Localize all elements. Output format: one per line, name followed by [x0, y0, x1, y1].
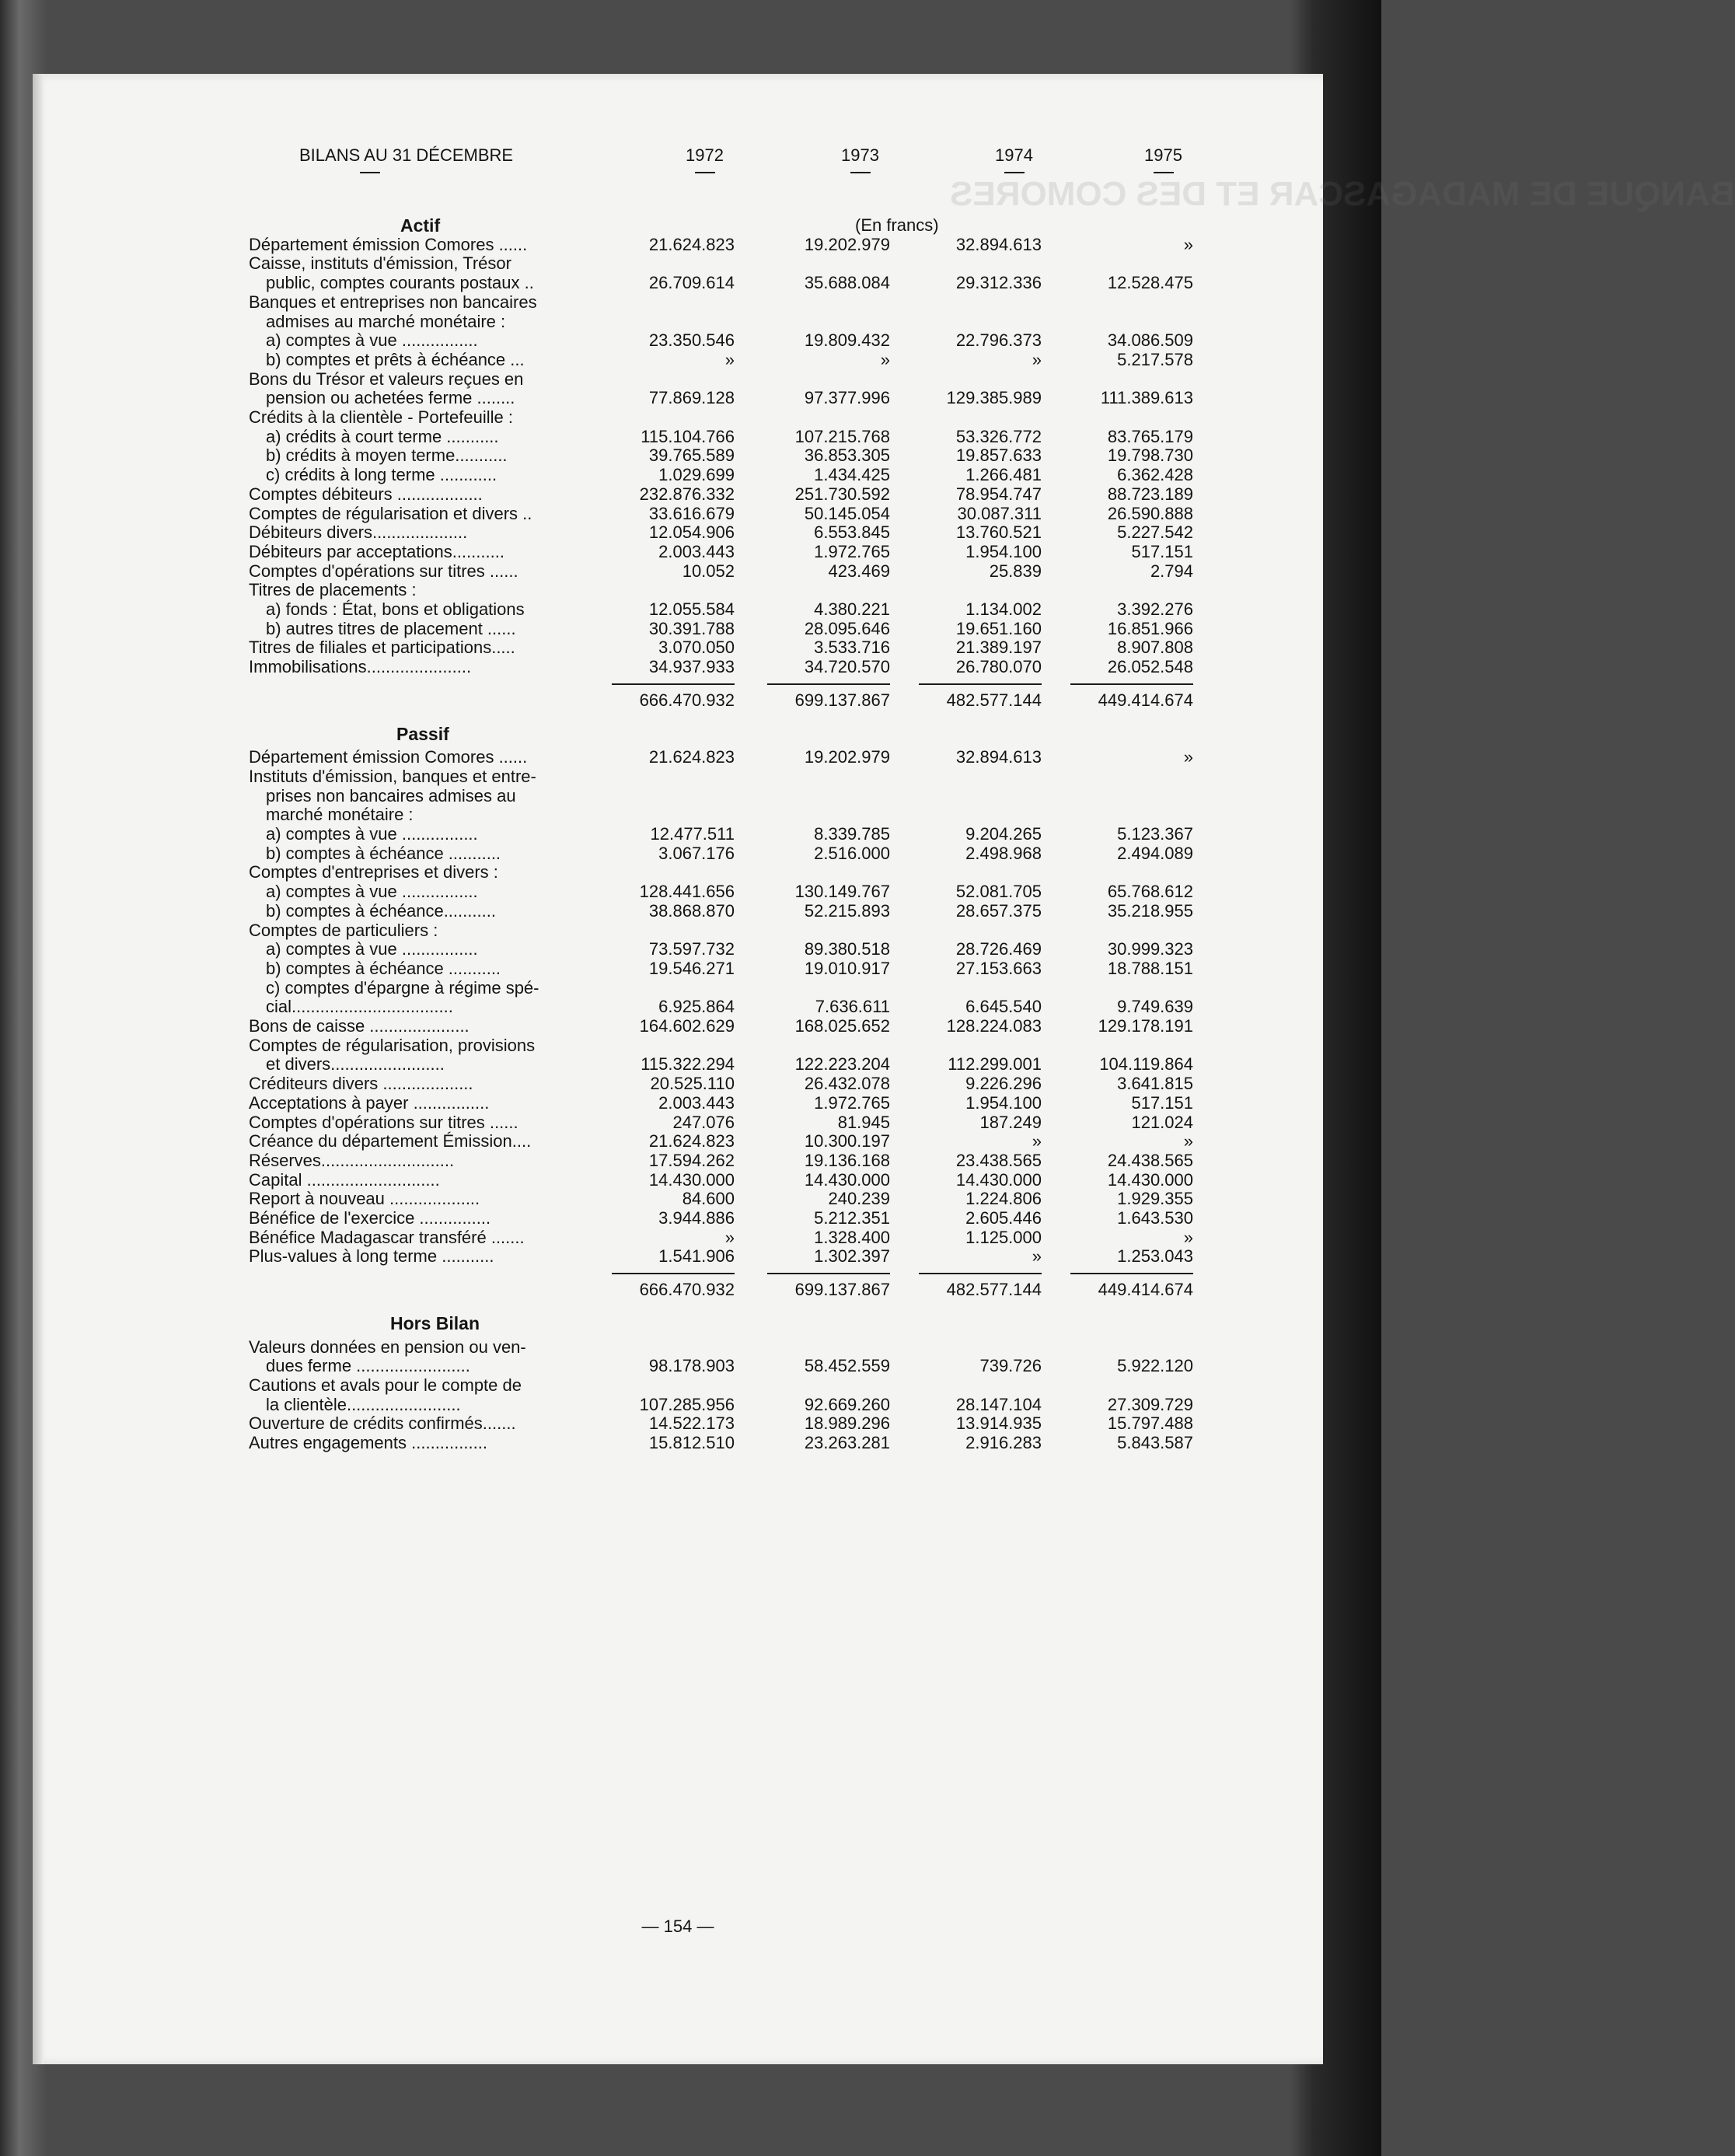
row-label: Instituts d'émission, banques et entre-: [249, 766, 536, 786]
year-1975: 1975: [1144, 145, 1182, 165]
cell-value: 52.081.705: [955, 882, 1042, 902]
row-label: Acceptations à payer ................: [249, 1092, 490, 1113]
row-label: Banques et entreprises non bancaires: [249, 292, 537, 312]
cell-value: 2.003.443: [658, 541, 735, 561]
cell-value: 3.641.815: [1117, 1074, 1193, 1094]
row-label: Créditeurs divers ...................: [249, 1074, 473, 1094]
year-1974: 1974: [995, 145, 1033, 165]
row-label: a) comptes à vue ................: [266, 882, 478, 902]
row-label: b) comptes à échéance ...........: [266, 843, 501, 863]
row-label: b) autres titres de placement ......: [266, 618, 516, 638]
row-label: admises au marché monétaire :: [266, 311, 506, 331]
total-value: 699.137.867: [794, 690, 890, 710]
row-label: Titres de placements :: [249, 580, 417, 600]
cell-value: 5.212.351: [814, 1208, 890, 1228]
cell-value: 15.812.510: [648, 1433, 735, 1452]
total-rule: [1070, 683, 1193, 685]
cell-value: 14.430.000: [804, 1169, 890, 1190]
cell-value: 32.894.613: [955, 234, 1042, 254]
cell-value: 4.380.221: [814, 599, 890, 619]
cell-value: 21.389.197: [955, 638, 1042, 658]
cell-value: 35.688.084: [804, 273, 890, 293]
cell-value: 13.760.521: [955, 522, 1042, 543]
table-title: BILANS AU 31 DÉCEMBRE: [299, 145, 514, 165]
cell-value: 34.937.933: [648, 657, 735, 677]
row-label: Crédits à la clientèle - Portefeuille :: [249, 407, 513, 427]
cell-value: 9.749.639: [1117, 997, 1193, 1017]
cell-value: 17.594.262: [648, 1150, 735, 1170]
total-value: 666.470.932: [639, 1280, 735, 1300]
cell-value: 129.385.989: [946, 388, 1042, 408]
cell-value: 50.145.054: [804, 503, 890, 523]
cell-value: 1.929.355: [1117, 1189, 1193, 1209]
cell-value: 128.441.656: [639, 882, 735, 902]
row-label: prises non bancaires admises au: [266, 785, 516, 805]
cell-value: 3.392.276: [1117, 599, 1193, 619]
cell-value: 24.438.565: [1107, 1150, 1193, 1170]
cell-value: 19.798.730: [1107, 446, 1193, 466]
cell-value: 1.954.100: [965, 541, 1042, 561]
row-label: b) comptes et prêts à échéance ...: [266, 349, 525, 369]
currency-unit: (En francs): [855, 215, 939, 235]
cell-value: 107.215.768: [794, 426, 890, 446]
cell-value: 5.922.120: [1117, 1356, 1193, 1376]
cell-value: 1.643.530: [1117, 1208, 1193, 1228]
cell-value: 14.522.173: [648, 1413, 735, 1434]
balance-sheet: [210, 146, 1244, 2012]
cell-value: 35.218.955: [1107, 900, 1193, 921]
cell-value: 2.605.446: [965, 1208, 1042, 1228]
cell-value: 247.076: [672, 1112, 735, 1132]
cell-value: 89.380.518: [804, 939, 890, 959]
row-label: cial..................................: [266, 997, 453, 1017]
row-label: Plus-values à long terme ...........: [249, 1246, 494, 1267]
cell-value: 6.925.864: [658, 997, 735, 1017]
cell-value: 77.869.128: [648, 388, 735, 408]
cell-value: 19.202.979: [804, 234, 890, 254]
cell-value: 38.868.870: [648, 900, 735, 921]
row-label: Comptes d'opérations sur titres ......: [249, 1112, 518, 1132]
cell-value: 14.430.000: [1107, 1169, 1193, 1190]
cell-value: »: [1032, 1246, 1042, 1267]
row-label: marché monétaire :: [266, 805, 414, 825]
cell-value: 517.151: [1131, 541, 1193, 561]
cell-value: 19.546.271: [648, 958, 735, 978]
row-label: Comptes d'entreprises et divers :: [249, 862, 498, 882]
total-rule: [767, 683, 890, 685]
cell-value: 22.796.373: [955, 330, 1042, 351]
row-label: c) comptes d'épargne à régime spé-: [266, 977, 539, 998]
cell-value: 104.119.864: [1099, 1054, 1193, 1075]
year-1973: 1973: [841, 145, 879, 165]
row-label: Ouverture de crédits confirmés.......: [249, 1413, 516, 1434]
total-value: 449.414.674: [1098, 1280, 1193, 1300]
row-label: b) comptes à échéance ...........: [266, 958, 501, 978]
cell-value: 3.944.886: [658, 1208, 735, 1228]
cell-value: 6.553.845: [814, 522, 890, 543]
row-label: c) crédits à long terme ............: [266, 465, 497, 485]
total-rule: [612, 683, 735, 685]
cell-value: 107.285.956: [639, 1394, 735, 1414]
cell-value: 112.299.001: [948, 1054, 1042, 1075]
row-label: Bons de caisse .....................: [249, 1016, 470, 1036]
cell-value: 2.003.443: [658, 1092, 735, 1113]
cell-value: 65.768.612: [1107, 882, 1193, 902]
total-value: 482.577.144: [946, 690, 1042, 710]
row-label: Débiteurs divers....................: [249, 522, 468, 543]
row-label: a) fonds : État, bons et obligations: [266, 599, 525, 619]
row-label: Département émission Comores ......: [249, 747, 528, 767]
cell-value: 88.723.189: [1107, 484, 1193, 504]
cell-value: 739.726: [979, 1356, 1042, 1376]
cell-value: »: [880, 349, 890, 369]
row-label: Autres engagements ................: [249, 1433, 487, 1452]
row-label: a) comptes à vue ................: [266, 330, 478, 351]
cell-value: 23.350.546: [648, 330, 735, 351]
cell-value: 28.095.646: [804, 618, 890, 638]
cell-value: 26.709.614: [648, 273, 735, 293]
bleed-through-text: BANQUE DE MADAGASCAR ET DES COMORES: [950, 175, 1735, 213]
cell-value: 28.657.375: [955, 900, 1042, 921]
cell-value: 34.720.570: [804, 657, 890, 677]
title-dash: [360, 172, 380, 173]
row-label: Report à nouveau ...................: [249, 1189, 480, 1209]
cell-value: 1.253.043: [1117, 1246, 1193, 1267]
cell-value: 28.726.469: [955, 939, 1042, 959]
cell-value: 28.147.104: [955, 1394, 1042, 1414]
row-label: Titres de filiales et participations.....: [249, 638, 515, 658]
total-value: 482.577.144: [946, 1280, 1042, 1300]
cell-value: 83.765.179: [1107, 426, 1193, 446]
cell-value: 2.516.000: [814, 843, 890, 863]
cell-value: »: [724, 349, 735, 369]
cell-value: 78.954.747: [955, 484, 1042, 504]
row-label: Cautions et avals pour le compte de: [249, 1375, 522, 1395]
section-title-actif: Actif: [400, 215, 441, 236]
cell-value: 19.651.160: [955, 618, 1042, 638]
cell-value: 81.945: [837, 1112, 890, 1132]
row-label: Capital ............................: [249, 1169, 440, 1190]
cell-value: 97.377.996: [804, 388, 890, 408]
cell-value: 25.839: [989, 561, 1042, 581]
cell-value: 20.525.110: [650, 1074, 735, 1094]
cell-value: 14.430.000: [955, 1169, 1042, 1190]
cell-value: 18.788.151: [1107, 958, 1193, 978]
row-label: pension ou achetées ferme ........: [266, 388, 515, 408]
cell-value: 53.326.772: [955, 426, 1042, 446]
cell-value: 98.178.903: [648, 1356, 735, 1376]
cell-value: 19.809.432: [804, 330, 890, 351]
total-rule: [767, 1273, 890, 1274]
row-label: Comptes de particuliers :: [249, 920, 438, 940]
cell-value: 130.149.767: [794, 882, 890, 902]
cell-value: 21.624.823: [648, 1131, 735, 1151]
row-label: Comptes d'opérations sur titres ......: [249, 561, 518, 581]
cell-value: 36.853.305: [804, 446, 890, 466]
cell-value: 30.999.323: [1107, 939, 1193, 959]
year-dash: [1154, 172, 1174, 173]
cell-value: 84.600: [682, 1189, 735, 1209]
cell-value: »: [1183, 1227, 1193, 1247]
cell-value: 2.794: [1150, 561, 1193, 581]
cell-value: 21.624.823: [648, 234, 735, 254]
cell-value: 128.224.083: [946, 1016, 1042, 1036]
row-label: public, comptes courants postaux ..: [266, 273, 534, 293]
cell-value: 115.104.766: [641, 426, 735, 446]
cell-value: 26.590.888: [1107, 503, 1193, 523]
row-label: Bons du Trésor et valeurs reçues en: [249, 369, 524, 389]
cell-value: 164.602.629: [639, 1016, 735, 1036]
cell-value: 7.636.611: [815, 997, 890, 1017]
cell-value: 1.972.765: [814, 541, 890, 561]
page-number: — 154 —: [641, 1917, 714, 1936]
row-label: Réserves............................: [249, 1150, 455, 1170]
cell-value: 9.204.265: [965, 824, 1042, 844]
cell-value: 1.302.397: [814, 1246, 890, 1267]
cell-value: 187.249: [979, 1112, 1042, 1132]
cell-value: 19.136.168: [804, 1150, 890, 1170]
cell-value: 12.477.511: [650, 824, 735, 844]
row-label: Caisse, instituts d'émission, Trésor: [249, 253, 511, 274]
cell-value: 1.029.699: [658, 465, 735, 485]
cell-value: 58.452.559: [804, 1356, 890, 1376]
cell-value: 12.055.584: [648, 599, 735, 619]
cell-value: 3.533.716: [814, 638, 890, 658]
cell-value: 8.907.808: [1117, 638, 1193, 658]
cell-value: »: [724, 1227, 735, 1247]
cell-value: 517.151: [1131, 1092, 1193, 1113]
cell-value: 23.263.281: [804, 1433, 890, 1452]
cell-value: 13.914.935: [955, 1413, 1042, 1434]
year-1972: 1972: [686, 145, 724, 165]
row-label: Département émission Comores ......: [249, 234, 528, 254]
cell-value: 232.876.332: [639, 484, 735, 504]
cell-value: 5.217.578: [1117, 349, 1193, 369]
row-label: b) comptes à échéance...........: [266, 900, 496, 921]
cell-value: 32.894.613: [955, 747, 1042, 767]
cell-value: 1.954.100: [965, 1092, 1042, 1113]
total-rule: [1070, 1273, 1193, 1274]
cell-value: 3.067.176: [658, 843, 735, 863]
total-rule: [919, 683, 1042, 685]
cell-value: 122.223.204: [794, 1054, 890, 1075]
cell-value: 23.438.565: [955, 1150, 1042, 1170]
cell-value: 21.624.823: [648, 747, 735, 767]
cell-value: 1.541.906: [658, 1246, 735, 1267]
cell-value: 2.916.283: [965, 1433, 1042, 1452]
cell-value: 26.780.070: [955, 657, 1042, 677]
cell-value: 1.328.400: [814, 1227, 890, 1247]
cell-value: 27.309.729: [1107, 1394, 1193, 1414]
row-label: la clientèle........................: [266, 1394, 461, 1414]
cell-value: 1.224.806: [965, 1189, 1042, 1209]
cell-value: 168.025.652: [794, 1016, 890, 1036]
cell-value: 14.430.000: [648, 1169, 735, 1190]
cell-value: 26.432.078: [804, 1074, 890, 1094]
cell-value: 1.434.425: [814, 465, 890, 485]
cell-value: 2.498.968: [965, 843, 1042, 863]
cell-value: 30.391.788: [648, 618, 735, 638]
year-dash: [695, 172, 715, 173]
row-label: Comptes de régularisation, provisions: [249, 1035, 536, 1055]
total-value: 449.414.674: [1098, 690, 1193, 710]
row-label: Comptes de régularisation et divers ..: [249, 503, 532, 523]
cell-value: 129.178.191: [1098, 1016, 1193, 1036]
cell-value: »: [1032, 349, 1042, 369]
row-label: a) crédits à court terme ...........: [266, 426, 499, 446]
cell-value: 29.312.336: [955, 273, 1042, 293]
row-label: Bénéfice Madagascar transféré .......: [249, 1227, 525, 1247]
cell-value: 27.153.663: [955, 958, 1042, 978]
cell-value: 2.494.089: [1117, 843, 1193, 863]
row-label: Immobilisations......................: [249, 657, 472, 677]
cell-value: »: [1183, 747, 1193, 767]
total-value: 666.470.932: [639, 690, 735, 710]
row-label: dues ferme ........................: [266, 1356, 470, 1376]
cell-value: 423.469: [828, 561, 890, 581]
cell-value: 19.857.633: [955, 446, 1042, 466]
cell-value: 33.616.679: [648, 503, 735, 523]
cell-value: 12.528.475: [1107, 273, 1193, 293]
row-label: Créance du département Émission....: [249, 1131, 532, 1151]
total-value: 699.137.867: [794, 1280, 890, 1300]
year-dash: [1004, 172, 1025, 173]
cell-value: 240.239: [828, 1189, 890, 1209]
cell-value: »: [1032, 1131, 1042, 1151]
cell-value: 10.300.197: [804, 1131, 890, 1151]
cell-value: 8.339.785: [814, 824, 890, 844]
cell-value: 73.597.732: [648, 939, 735, 959]
cell-value: 251.730.592: [794, 484, 890, 504]
year-dash: [850, 172, 871, 173]
cell-value: 121.024: [1131, 1112, 1193, 1132]
row-label: Bénéfice de l'exercice ...............: [249, 1208, 491, 1228]
cell-value: 1.972.765: [814, 1092, 890, 1113]
row-label: Débiteurs par acceptations...........: [249, 541, 504, 561]
row-label: Valeurs données en pension ou ven-: [249, 1337, 526, 1357]
cell-value: 111.389.613: [1100, 388, 1193, 408]
cell-value: 12.054.906: [648, 522, 735, 543]
cell-value: 30.087.311: [957, 503, 1042, 523]
cell-value: 3.070.050: [658, 638, 735, 658]
cell-value: 92.669.260: [804, 1394, 890, 1414]
cell-value: 5.843.587: [1117, 1433, 1193, 1452]
cell-value: 16.851.966: [1107, 618, 1193, 638]
cell-value: »: [1183, 1131, 1193, 1151]
section-title-passif: Passif: [396, 723, 449, 744]
row-label: et divers........................: [266, 1054, 445, 1075]
row-label: a) comptes à vue ................: [266, 939, 478, 959]
cell-value: 18.989.296: [804, 1413, 890, 1434]
page-edge: [33, 74, 44, 2064]
cell-value: 52.215.893: [804, 900, 890, 921]
cell-value: 34.086.509: [1107, 330, 1193, 351]
cell-value: 19.010.917: [804, 958, 890, 978]
cell-value: 15.797.488: [1107, 1413, 1193, 1434]
total-rule: [612, 1273, 735, 1274]
cell-value: 39.765.589: [648, 446, 735, 466]
cell-value: 26.052.548: [1107, 657, 1193, 677]
cell-value: 5.227.542: [1117, 522, 1193, 543]
cell-value: 5.123.367: [1117, 824, 1193, 844]
cell-value: 6.362.428: [1117, 465, 1193, 485]
cell-value: 115.322.294: [641, 1054, 735, 1075]
cell-value: 6.645.540: [965, 997, 1042, 1017]
row-label: b) crédits à moyen terme...........: [266, 446, 508, 466]
row-label: Comptes débiteurs ..................: [249, 484, 483, 504]
cell-value: »: [1183, 234, 1193, 254]
row-label: a) comptes à vue ................: [266, 824, 478, 844]
total-rule: [919, 1273, 1042, 1274]
cell-value: 1.134.002: [965, 599, 1042, 619]
section-title-hors-bilan: Hors Bilan: [390, 1312, 480, 1333]
cell-value: 1.125.000: [965, 1227, 1042, 1247]
cell-value: 1.266.481: [965, 465, 1042, 485]
cell-value: 10.052: [682, 561, 735, 581]
cell-value: 9.226.296: [965, 1074, 1042, 1094]
cell-value: 19.202.979: [804, 747, 890, 767]
